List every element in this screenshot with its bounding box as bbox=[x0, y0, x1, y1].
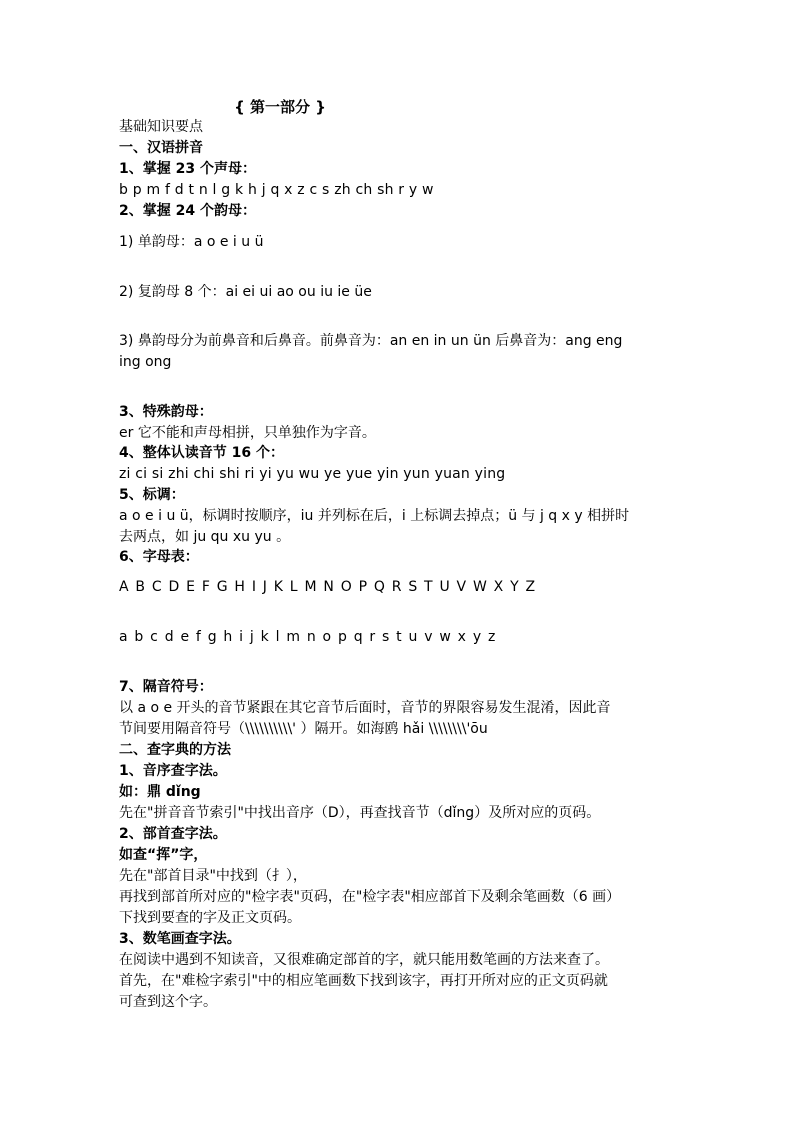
alphabet-uppercase: A B C D E F G H I J K L M N O P Q R S T U V W X Y Z bbox=[119, 579, 537, 595]
tones-text: a o e i u ü，标调时按顺序，iu 并列标在后，i 上标调去掉点；ü 与 j q x y 相拼时 bbox=[119, 508, 630, 524]
simple-finals: 1) 单韵母：a o e i u ü bbox=[119, 234, 264, 250]
page-title: { 第一部分 } bbox=[234, 98, 326, 116]
heading-whole-syllables: 4、整体认读音节 16 个： bbox=[119, 445, 284, 461]
heading-radical-lookup: 2、部首查字法。 bbox=[119, 826, 227, 842]
heading-tones: 5、标调： bbox=[119, 487, 185, 503]
stroke-lookup-text-2: 首先，在"难检字索引"中的相应笔画数下找到该字，再打开所对应的正文页码就 bbox=[119, 973, 608, 989]
example-ding: 如：鼎 dǐng bbox=[119, 784, 201, 800]
example-hui: 如查“挥”字， bbox=[119, 847, 208, 863]
initials-list: b p m f d t n l g k h j q x z c s zh ch sh r y w bbox=[119, 182, 434, 198]
tones-text-cont: 去两点，如 ju qu xu yu 。 bbox=[119, 529, 291, 545]
special-final-text: er 它不能和声母相拼，只单独作为字音。 bbox=[119, 425, 376, 441]
section-heading-dictionary: 二、查字典的方法 bbox=[119, 742, 231, 758]
compound-finals: 2) 复韵母 8 个：ai ei ui ao ou iu ie üe bbox=[119, 284, 372, 300]
heading-finals: 2、掌握 24 个韵母： bbox=[119, 203, 256, 219]
stroke-lookup-text-1: 在阅读中遇到不知读音，又很难确定部首的字，就只能用数笔画的方法来查了。 bbox=[119, 952, 609, 968]
section-heading-pinyin: 一、汉语拼音 bbox=[119, 140, 203, 156]
radical-lookup-text-1: 先在"部首目录"中找到（扌）， bbox=[119, 868, 307, 884]
heading-phonetic-lookup: 1、音序查字法。 bbox=[119, 763, 227, 779]
radical-lookup-text-2: 再找到部首所对应的"检字表"页码，在"检字表"相应部首下及剩余笔画数（6 画） bbox=[119, 889, 621, 905]
whole-syllables-list: zi ci si zhi chi shi ri yi yu wu ye yue yin yun yuan ying bbox=[119, 466, 506, 482]
radical-lookup-text-3: 下找到要查的字及正文页码。 bbox=[119, 910, 301, 926]
heading-special-final: 3、特殊韵母： bbox=[119, 404, 213, 420]
phonetic-lookup-text: 先在"拼音音节索引"中找出音序（D），再查找音节（dǐng）及所对应的页码。 bbox=[119, 805, 601, 821]
alphabet-lowercase: a b c d e f g h i j k l m n o p q r s t u v w x y z bbox=[119, 629, 497, 645]
nasal-finals-cont: ing ong bbox=[119, 354, 172, 370]
heading-alphabet: 6、字母表： bbox=[119, 549, 199, 565]
heading-initials: 1、掌握 23 个声母： bbox=[119, 161, 256, 177]
heading-stroke-lookup: 3、数笔画查字法。 bbox=[119, 931, 241, 947]
subtitle: 基础知识要点 bbox=[119, 119, 203, 135]
stroke-lookup-text-3: 可查到这个字。 bbox=[119, 994, 217, 1010]
separator-text-cont: 节间要用隔音符号（\\\\\\\\\\' ）隔开。如海鸥 hǎi \\\\\\\\'ōu bbox=[119, 721, 488, 737]
nasal-finals: 3) 鼻韵母分为前鼻音和后鼻音。前鼻音为：an en in un ün 后鼻音为：ang eng bbox=[119, 333, 623, 349]
separator-text: 以 a o e 开头的音节紧跟在其它音节后面时，音节的界限容易发生混淆，因此音 bbox=[119, 700, 611, 716]
heading-separator: 7、隔音符号： bbox=[119, 679, 213, 695]
